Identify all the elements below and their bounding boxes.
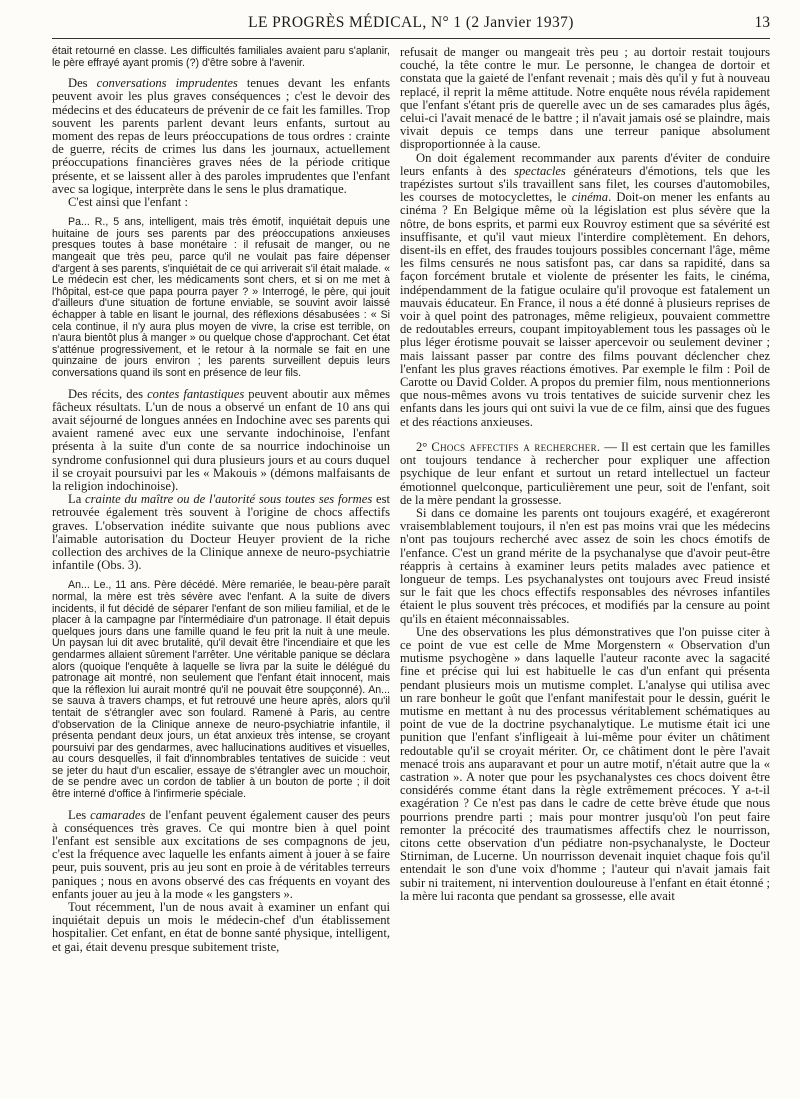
emphasis-crainte: crainte du maître ou de l'autorité sous toutes ses formes bbox=[85, 492, 373, 507]
emphasis-camarades: camarades bbox=[90, 807, 146, 822]
case-observation-1: Pa... R., 5 ans, intelligent, mais très émotif, inquiétait depuis une huitaine de jours ses parents par des préoccupations anxieuses presques toutes à base monétaire : il refusait de manger, ou ne mangeait que très peu, parce qu'il ne voulait pas faire dépenser d'argent à ses parents, s'inquiétait de ce qui arriverait s'il était malade. « Le médecin est cher, les médicaments sont chers, et si on me met à l'hôpital, est-ce que papa pourra payer ? » Interrogé, le père, qui jouit d'ailleurs d'une situation de fortune enviable, se souvint avoir laissé échapper à table en lisant le journal, des réflexions désabusées : « Si cela continue, il n'y aura plus moyen de vivre, la crise est terrible, on n'aura bientôt plus à manger » ou quelque chose d'approchant. Cet état s'atténue progressivement, et le retour à la normale se fait en une quinzaine de jours environ ; les parents surveillent depuis leurs conversations quand ils sont en présence de leur fils. bbox=[52, 216, 390, 379]
chocs-affectifs-section: 2° Chocs affectifs a rechercher. — Il est certain que les familles ont toujours tendance à rechercher pour expliquer une affection psychique de leur enfant et surtout un retard intellectuel un facteur émotionnel quelconque, particulièrement une peur, soit de l'enfant, soit de la mère pendant la grossesse. bbox=[400, 439, 770, 507]
emphasis-conversations: conversations imprudentes bbox=[96, 76, 238, 91]
page-number: 13 bbox=[754, 14, 770, 31]
crainte-paragraph: La crainte du maître ou de l'autorité sous toutes ses formes est retrouvée également très souvent à l'origine de chocs affectifs graves. L'observation inédite suivante que nous publions avec l'aimable autorisation du Docteur Heuyer provient de la riche collection des archives de la Clinique annexe de neuro-psychiatrie infantile (Obs. 3). bbox=[52, 492, 390, 573]
camarades-paragraph: Les camarades de l'enfant peuvent également causer des peurs à conséquences très graves. Ce qui montre bien à quel point l'enfant est sensible aux excitations de ses compagnons de jeu, c'est la fréquence avec laquelle les enfants aiment à jouer à se faire peur, puis souvent, pris au jeu sont en proie à de véritables terreurs paniques ; nous en avons observé des cas fréquents en voyant des enfants jouer au jeu à la mode « les gangsters ». bbox=[52, 807, 390, 901]
spectacles-paragraph: On doit également recommander aux parents d'éviter de conduire leurs enfants à des spectacles générateurs d'émotions, tels que les trapézistes surtout s'ils travaillent sans filet, les courses d'automobiles, les courses de motocyclettes, le cinéma. Doit-on mener les enfants au cinéma ? En Belgique même où la législation est plus sévère que la nôtre, de bons esprits, et parmi eux Rouvroy estiment que sa sévérité est insuffisante, et qu'il vaut mieux l'interdire complètement. En dehors, disent-ils en effet, des fraudes toujours possibles concernant l'âge, même les films censurés ne nous satisfont pas, car dans sa rapidité, dans sa façon forcément brutale et violente de présenter les faits, le cinéma, indépendamment de la fatigue oculaire qu'il provoque est fatalement un mauvais éducateur. En France, il nous a été donné à plusieurs reprises de voir à quel point des patronages, même religieux, pouvaient commettre de redoutables erreurs, coupant impitoyablement tous les passages où le plus léger érotisme pouvait se laisser apercevoir ou seulement deviner ; mais laissant passer par contre des films pouvant déclencher chez l'enfant les plus graves réactions émotives. Par exemple le film : Poil de Carotte ou David Colder. A propos du premier film, nous mentionnerions que nous-mêmes avons vu trois tentatives de suicide survenir chez les enfants dans les jours qui ont suivi la vue de ce film, ainsi que des fugues et des réactions anxieuses. bbox=[400, 150, 770, 429]
emphasis-spectacles: spectacles bbox=[514, 163, 566, 178]
case-observation-2: An... Le., 11 ans. Père décédé. Mère remariée, le beau-père paraît normal, la mère est très sévère avec l'enfant. A la suite de divers incidents, il fut décidé de séparer l'enfant de son milieu familial, et de le placer à la campagne par l'intermédiaire d'un patronage. Il était depuis quelques jours dans une famille quand le feu prit la nuit à une meule. Un paysan lui dit avec brutalité, qu'il devait être l'incendiaire et que les gendarmes allaient sûrement l'arrêter. Une véritable panique se déclara alors (quoique l'enquête à laquelle se livra par la suite le délégué du patronage ait montré, non seulement que l'enfant était innocent, mais que la réflexion lui aurait montré qu'il ne pouvait être soupçonné). An... se sauva à travers champs, et fut retrouvé une heure après, alors qu'il tentait de s'étrangler avec son foulard. Ramené à Paris, au centre d'observation de la Clinique annexe de neuro-psychiatrie infantile, il présenta pendant deux jours, un état anxieux très intense, se croyant poursuivi par des gendarmes, avec hallucinations auditives et visuelles, au cours desquelles, il fait d'innombrables tentatives de suicide : veut se jeter du haut d'un escalier, essaye de s'étrangler avec un mouchoir, de se pendre avec un cordon de tablier à un bouton de porte ; il doit être interné d'office à l'infirmerie spéciale. bbox=[52, 579, 390, 801]
left-column bbox=[52, 46, 390, 1092]
morgenstern-paragraph: Une des observations les plus démonstratives que l'on puisse citer à ce point de vue est celle de Mme Morgenstern « Observation d'un mutisme psychogène » dans laquelle l'auteur raconte avec la sagacité fine et précise qui lui est habituelle le cas d'un enfant qui présenta pendant plusieurs mois un mutisme complet. L'analyse qui utilisa avec un rare bonheur le goût que l'enfant manifestait pour le dessin, guérit le mutisme en mettant à nu des processus véritablement schématiques au point de vue de la doctrine psychanalytique. Le mutisme était ici une punition que l'enfant s'infligeait à lui-même pour éviter un châtiment redoutable qu'il se croyait mériter. Or, ce châtiment dont le père l'avait menacé trois ans auparavant et pour un autre motif, n'était autre que la « castration ». A noter que pour les psychanalystes ces chocs doivent être considérés comme étant dans la règle extrêmement précoces. Y a-t-il exagération ? Ce n'est pas dans le cadre de cette brève étude que nous pourrions prendre parti ; mais pour montrer jusqu'où l'on peut faire remonter la précocité des traumatismes affectifs chez le nourrisson, citons cette observation d'un pédiatre non-psychanalyste, le Docteur Stirniman, de Lucerne. Un nourrisson devenait inquiet chaque fois qu'il entendait le son d'une voix d'homme ; l'auteur qui n'avait jamais fait subir ni traitement, ni intervention douloureuse à l'enfant en était étonné ; la mère lui raconta que pendant sa grossesse, elle avait bbox=[400, 624, 770, 903]
page-header bbox=[52, 14, 770, 39]
psychanalyse-paragraph: Si dans ce domaine les parents ont toujours exagéré, et exagéreront vraisemblablement toujours, il n'en est pas moins vrai que les médecins n'ont pas toujours recherché avec assez de soin les chocs émotifs de l'enfance. C'est un grand mérite de la psychanalyse que d'avoir peut-être réappris à certains à examiner leurs petits malades avec patience et longueur de temps. Les psychanalystes ont toujours avec Freud insisté sur le fait que les chocs effectifs responsables des névroses infantiles étaient le plus souvent très précoces, et modifiés par la censure au point qu'ils en étaient méconnaissables. bbox=[400, 505, 770, 626]
right-column bbox=[400, 46, 770, 1092]
emphasis-contes: contes fantastiques bbox=[147, 386, 245, 401]
example-intro: C'est ainsi que l'enfant : bbox=[68, 195, 188, 210]
running-title: LE PROGRÈS MÉDICAL, N° 1 (2 Janvier 1937) bbox=[248, 14, 574, 31]
section-heading: Chocs affectifs a rechercher. bbox=[431, 439, 601, 454]
dortoir-paragraph: refusait de manger ou mangeait très peu ; au dortoir restait toujours couché, la tête contre le mur. Le personne, le changea de dortoir et constata que la gaieté de l'enfant revenait ; mais dès qu'il y fut à nouveau replacé, il reprit la même attitude. Notre enquête nous révéla rapidement que l'enfant s'étant pris de querelle avec un de ses camarades plus âgés, celui-ci l'avait menacé de le battre ; il n'avait jamais osé se plaindre, mais vivait depuis ce temps dans une terreur panique absolument disproportionnée à la cause. bbox=[400, 46, 770, 152]
conversations-paragraph: Des conversations imprudentes tenues devant les enfants peuvent avoir les plus graves conséquences ; c'est le devoir des médecins et des éducateurs de prévenir de ce fait les familles. Trop souvent les parents parlent devant leurs enfants, surtout au moment des repas de leurs préoccupations de tous ordres : crainte de guerre, récits de crimes lus dans les journaux, actuellement préoccupations financières graves nées de la période critique présente, et se laissent aller à des paroles imprudentes que l'enfant avec sa logique, interprète dans le sens le plus dramatique. bbox=[52, 76, 390, 196]
recent-case-paragraph: Tout récemment, l'un de nous avait à examiner un enfant qui inquiétait depuis un mois le médecin-chef d'un établissement hospitalier. Cet enfant, en état de bonne santé physique, intelligent, et gai, était devenu presque subitement triste, bbox=[52, 900, 390, 954]
contes-paragraph: Des récits, des contes fantastiques peuvent aboutir aux mêmes fâcheux résultats. L'un de nous a observé un enfant de 10 ans qui avait séjourné de longues années en Indochine avec ses parents qui avaient ramené avec eux une servante indochinoise, l'enfant présenta à la suite d'un conte de sa nourrice indochinoise un syndrome confusionnel qui dura plusieurs jours et au cours duquel il se croyait poursuivi par les « Makouis » (démons malfaisants de la religion indochinoise). bbox=[52, 386, 390, 493]
emphasis-cinema: cinéma bbox=[571, 190, 609, 205]
case-continuation-paragraph: était retourné en classe. Les difficultés familiales avaient paru s'aplanir, le père effrayé ayant promis (?) d'être sobre à l'avenir. bbox=[52, 46, 390, 69]
